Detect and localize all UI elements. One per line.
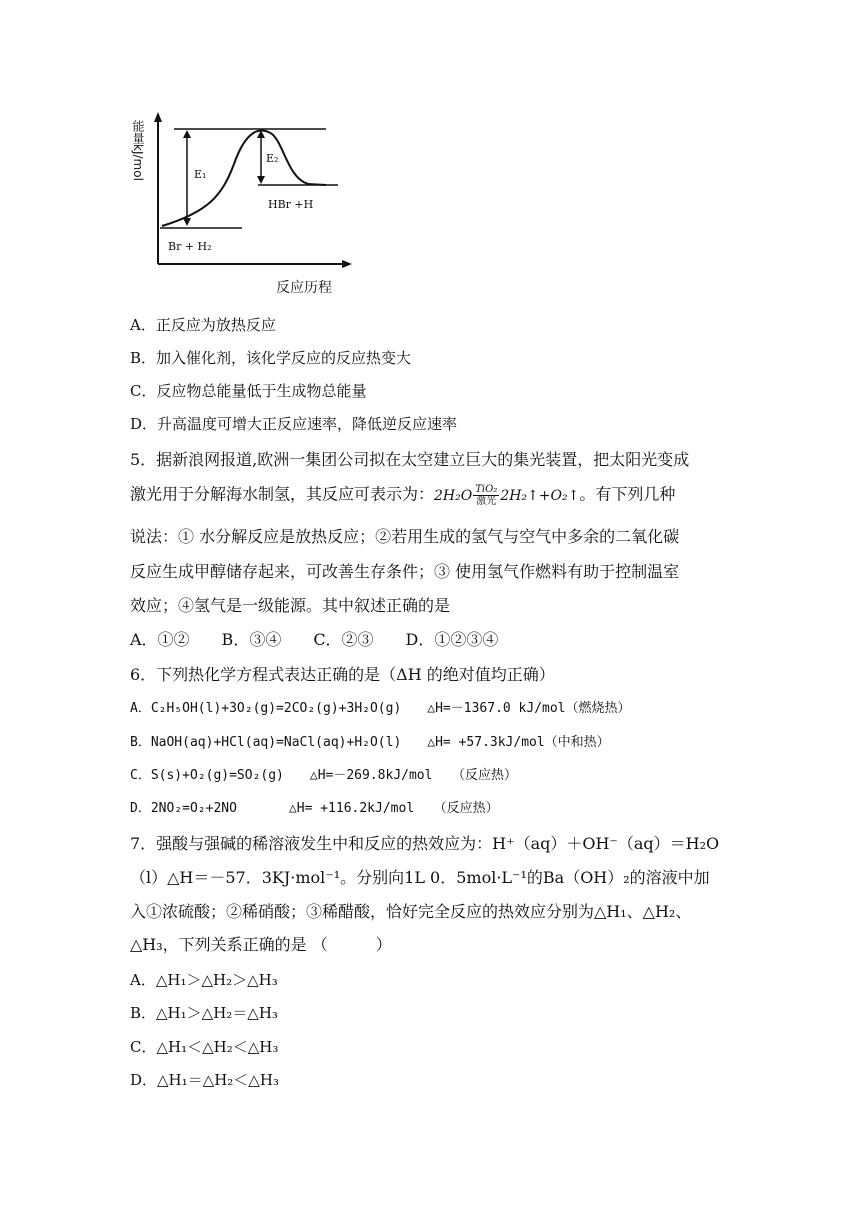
q7-stem-line1: 7．强酸与强碱的稀溶液发生中和反应的热效应为：H⁺（aq）＋OH⁻（aq）＝H₂O (130, 834, 720, 853)
y-axis-label: 能量kJ/mol (131, 120, 145, 181)
q7-stem-line4: △H₃，下列关系正确的是 （ ） (130, 935, 392, 954)
eq-catalyst: TiO₂ (475, 484, 498, 495)
q4-option-d: D．升高温度可增大正反应速率，降低逆反应速率 (130, 415, 458, 433)
q6-option-a: A．C₂H₅OH(l)+3O₂(g)=2CO₂(g)+3H₂O(g) △H=－1367.0 kJ/mol（燃烧热） (130, 701, 631, 716)
q7-option-a: A．△H₁＞△H₂＞△H₃ (130, 971, 278, 989)
products-label: HBr +H (268, 198, 314, 211)
eq-right: 2H₂↑+O₂↑ (500, 487, 580, 504)
reactants-label: Br + H₂ (168, 240, 212, 253)
q4-option-c: C．反应物总能量低于生成物总能量 (130, 382, 367, 400)
energy-diagram (131, 104, 360, 300)
q7-option-b: B．△H₁＞△H₂＝△H₃ (130, 1004, 278, 1022)
e1-label: E₁ (194, 168, 207, 181)
eq-left: 2H₂O (434, 487, 473, 504)
q7-option-d: D．△H₁＝△H₂＜△H₃ (130, 1071, 279, 1089)
e1-arrow-top-icon (183, 130, 191, 138)
q7-stem-line2: （l）△H＝－57．3KJ·mol⁻¹。分别向1L 0．5mol·L⁻¹的Ba（OH）₂的溶液中加 (130, 868, 710, 887)
q5-stem-line3: 说法：① 水分解反应是放热反应；②若用生成的氢气与空气中多余的二氧化碳 (130, 527, 680, 546)
eq-light: 激光 (476, 496, 497, 507)
q6-option-c: C．S(s)+O₂(g)=SO₂(g) △H=－269.8kJ/mol （反应热） (130, 768, 517, 783)
x-axis-arrow-icon (342, 260, 352, 268)
q5-equation (434, 484, 580, 507)
q4-option-a: A．正反应为放热反应 (130, 316, 276, 334)
q7-stem-line3: 入①浓硫酸；②稀硝酸；③稀醋酸，恰好完全反应的热效应分别为△H₁、△H₂、 (130, 902, 692, 921)
e1-arrow-bottom-icon (183, 218, 191, 226)
q5-options: A．①② B．③④ C．②③ D．①②③④ (130, 630, 499, 649)
q5-line2-prefix: 激光用于分解海水制氢，其反应可表示为： (130, 484, 435, 504)
q6-option-b: B．NaOH(aq)+HCl(aq)=NaCl(aq)+H₂O(l) △H= +57.3kJ/mol（中和热） (130, 735, 610, 750)
q5-stem-line5: 效应；④氢气是一级能源。其中叙述正确的是 (130, 596, 451, 615)
eq-condition (473, 484, 499, 507)
y-axis-arrow-icon (154, 112, 162, 122)
e2-arrow-bottom-icon (257, 176, 265, 184)
q4-option-b: B．加入催化剂，该化学反应的反应热变大 (130, 349, 412, 367)
q6-stem: 6．下列热化学方程式表达正确的是（ΔH 的绝对值均正确） (130, 665, 555, 684)
q5-stem-line1: 5．据新浪网报道,欧洲一集团公司拟在太空建立巨大的集光装置，把太阳光变成 (130, 450, 690, 469)
q5-stem-line2 (130, 484, 750, 507)
x-axis-label: 反应历程 (276, 280, 332, 296)
q6-option-d: D．2NO₂=O₂+2NO △H= +116.2kJ/mol （反应热） (130, 801, 499, 816)
q5-stem-line4: 反应生成甲醇储存起来，可改善生存条件；③ 使用氢气作燃料有助于控制温室 (130, 562, 680, 581)
q5-line2-suffix: 。有下列几种 (579, 484, 676, 504)
e2-label: E₂ (266, 152, 279, 165)
q7-option-c: C．△H₁＜△H₂＜△H₃ (130, 1038, 279, 1056)
